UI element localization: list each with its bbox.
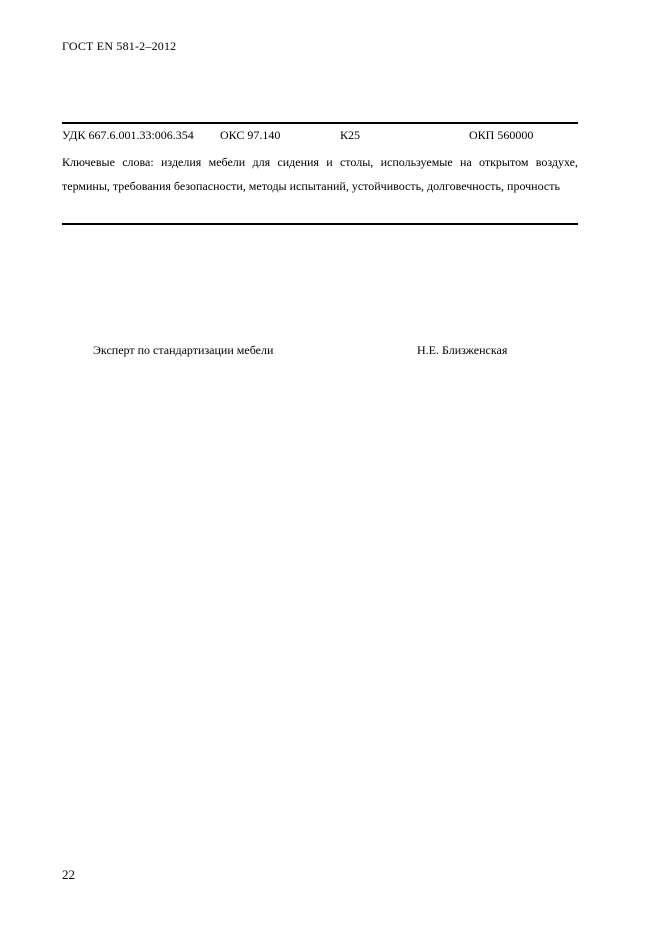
expert-title: Эксперт по стандартизации мебели — [93, 343, 274, 357]
udk-code: УДК 667.6.001.33:006.354 — [62, 128, 194, 142]
expert-name: Н.Е. Близженская — [417, 343, 508, 357]
bottom-divider — [62, 223, 578, 225]
document-header: ГОСТ EN 581-2–2012 — [62, 39, 177, 53]
page-number: 22 — [62, 867, 75, 882]
group-code: К25 — [340, 128, 361, 142]
okp-code: ОКП 560000 — [469, 128, 534, 142]
oks-code: ОКС 97.140 — [220, 128, 281, 142]
top-divider — [62, 122, 578, 124]
keywords-paragraph: Ключевые слова: изделия мебели для сидения и столы, используемые на открытом воздухе, термины, требования безопасности, методы испытаний, устойчивость, долговечность, прочность — [62, 155, 578, 193]
